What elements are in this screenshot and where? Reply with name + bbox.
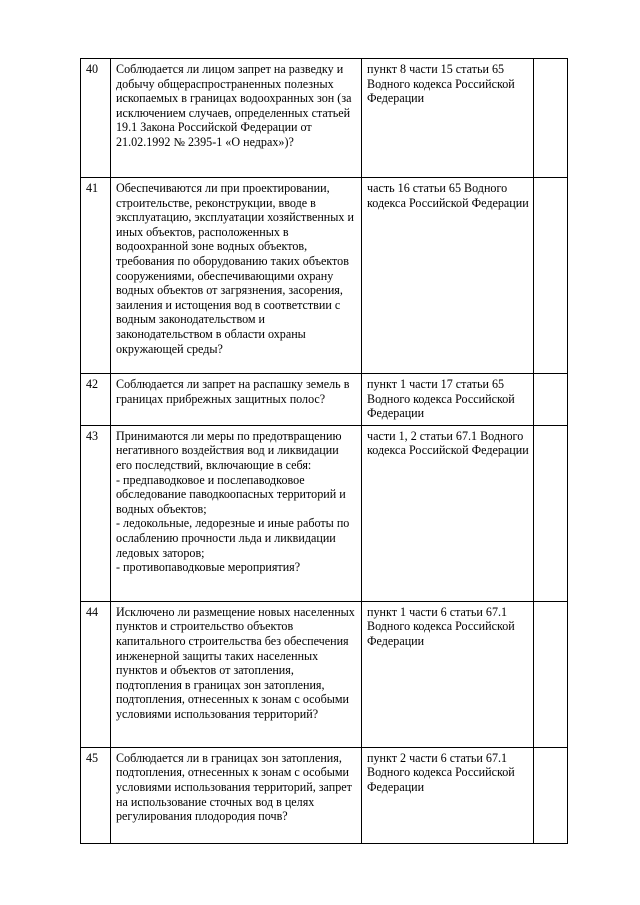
- question-text: Принимаются ли меры по предотвращению негативного воздействия вод и ликвидации его последствий, включающие в себя: - предпаводковое и послепаводковое обследование паводкоопасных территорий и водных объектов; - ледокольные, ледорезные и иные работы по ослаблению прочности льда и ликвидации ледовых заторов; - противопаводковые мероприятия?: [111, 425, 362, 601]
- legal-reference: пункт 2 части 6 статьи 67.1 Водного кодекса Российской Федерации: [362, 747, 534, 843]
- answer-cell[interactable]: [534, 178, 568, 374]
- answer-cell[interactable]: [534, 374, 568, 426]
- question-text: Соблюдается ли лицом запрет на разведку и добычу общераспространенных полезных ископаемых в границах водоохранных зон (за исключением случаев, определенных статьей 19.1 Закона Российской Федерации от 21.02.1992 № 2395-1 «О недрах»)?: [111, 59, 362, 178]
- answer-cell[interactable]: [534, 747, 568, 843]
- row-number: 41: [81, 178, 111, 374]
- row-number: 44: [81, 601, 111, 747]
- legal-reference: части 1, 2 статьи 67.1 Водного кодекса Российской Федерации: [362, 425, 534, 601]
- table-row: [81, 425, 568, 601]
- row-number: 42: [81, 374, 111, 426]
- legal-reference: пункт 1 части 6 статьи 67.1 Водного кодекса Российской Федерации: [362, 601, 534, 747]
- table-row: [81, 59, 568, 178]
- question-text: Обеспечиваются ли при проектировании, строительстве, реконструкции, вводе в эксплуатацию, эксплуатации хозяйственных и иных объектов, расположенных в водоохранной зоне водных объектов, требования по оборудованию таких объектов сооружениями, обеспечивающими охрану водных объектов от загрязнения, засорения, заиления и истощения вод в соответствии с водным законодательством и законодательством в области охраны окружающей среды?: [111, 178, 362, 374]
- table-row: [81, 747, 568, 843]
- question-text: Исключено ли размещение новых населенных пунктов и строительство объектов капитального строительства без обеспечения инженерной защиты таких населенных пунктов и объектов от затопления, подтопления в границах зон затопления, подтопления, отнесенных к зонам с особыми условиями использования территорий?: [111, 601, 362, 747]
- row-number: 40: [81, 59, 111, 178]
- table-row: [81, 601, 568, 747]
- legal-reference: пункт 8 части 15 статьи 65 Водного кодекса Российской Федерации: [362, 59, 534, 178]
- answer-cell[interactable]: [534, 59, 568, 178]
- table-row: [81, 374, 568, 426]
- question-text: Соблюдается ли в границах зон затопления, подтопления, отнесенных к зонам с особыми условиями использования территорий, запрет на использование сточных вод в целях регулирования плодородия почв?: [111, 747, 362, 843]
- question-text: Соблюдается ли запрет на распашку земель в границах прибрежных защитных полос?: [111, 374, 362, 426]
- row-number: 45: [81, 747, 111, 843]
- checklist-table: [80, 58, 568, 844]
- answer-cell[interactable]: [534, 425, 568, 601]
- table-row: [81, 178, 568, 374]
- legal-reference: пункт 1 части 17 статьи 65 Водного кодекса Российской Федерации: [362, 374, 534, 426]
- row-number: 43: [81, 425, 111, 601]
- legal-reference: часть 16 статьи 65 Водного кодекса Российской Федерации: [362, 178, 534, 374]
- answer-cell[interactable]: [534, 601, 568, 747]
